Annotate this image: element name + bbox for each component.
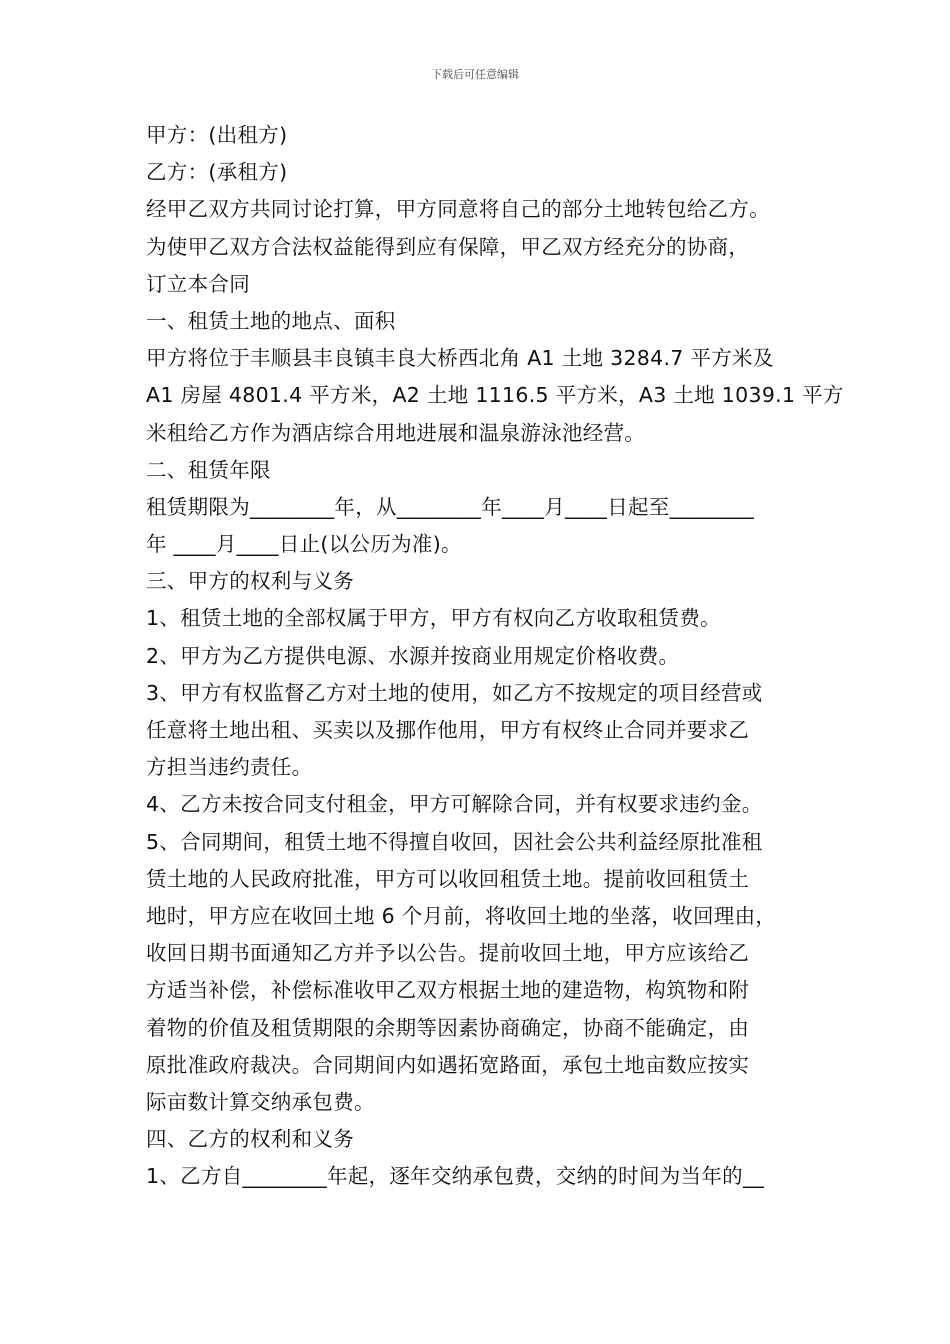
paragraph-line: 3、甲方有权监督乙方对土地的使用，如乙方不按规定的项目经营或: [146, 680, 763, 705]
paragraph-line: 经甲乙双方共同讨论打算，甲方同意将自己的部分土地转包给乙方。: [146, 197, 770, 222]
paragraph-line: 订立本合同: [146, 271, 250, 296]
paragraph-line: 为使甲乙双方合法权益能得到应有保障，甲乙双方经充分的协商，: [146, 234, 750, 259]
paragraph-line: 收回日期书面通知乙方并予以公告。提前收回土地，甲方应该给乙: [146, 941, 750, 966]
section-heading: 三、甲方的权利与义务: [146, 569, 354, 594]
paragraph-line: 着物的价值及租赁期限的余期等因素协商确定，协商不能确定，由: [146, 1015, 750, 1040]
paragraph-line: 甲方将位于丰顺县丰良镇丰良大桥西北角 A1 土地 3284.7 平方米及: [146, 346, 774, 371]
paragraph-line: A1 房屋 4801.4 平方米，A2 土地 1116.5 平方米，A3 土地 1039.1 平方: [146, 383, 844, 408]
paragraph-line: 5、合同期间，租赁土地不得擅自收回，因社会公共利益经原批准租: [146, 829, 763, 854]
section-heading: 一、租赁土地的地点、面积: [146, 308, 396, 333]
section-heading: 四、乙方的权利和义务: [146, 1127, 354, 1152]
paragraph-line: 2、甲方为乙方提供电源、水源并按商业用规定价格收费。: [146, 643, 680, 668]
paragraph-line: 地时，甲方应在收回土地 6 个月前，将收回土地的坐落，收回理由，: [146, 903, 777, 928]
document-body: [146, 117, 844, 1195]
paragraph-line: 1、乙方自________年起，逐年交纳承包费，交纳的时间为当年的__: [146, 1164, 765, 1189]
page-header: 下载后可任意编辑: [431, 68, 519, 81]
paragraph-line: 4、乙方未按合同支付租金，甲方可解除合同，并有权要求违约金。: [146, 792, 763, 817]
paragraph-line: 年 ____月____日止(以公历为准)。: [146, 532, 462, 557]
party-b-line: 乙方：(承租方): [146, 160, 288, 185]
paragraph-line: 际亩数计算交纳承包费。: [146, 1089, 375, 1114]
paragraph-line: 米租给乙方作为酒店综合用地进展和温泉游泳池经营。: [146, 420, 646, 445]
paragraph-line: 1、租赁土地的全部权属于甲方，甲方有权向乙方收取租赁费。: [146, 606, 721, 631]
party-a-line: 甲方：(出租方): [146, 123, 288, 147]
paragraph-line: 赁土地的人民政府批准，甲方可以收回租赁土地。提前收回租赁土: [146, 866, 750, 891]
paragraph-line: 方担当违约责任。: [146, 755, 313, 780]
paragraph-line: 原批准政府裁决。合同期间内如遇拓宽路面，承包土地亩数应按实: [146, 1052, 750, 1077]
paragraph-line: 方适当补偿，补偿标准收甲乙双方根据土地的建造物，构筑物和附: [146, 978, 750, 1003]
paragraph-line: 任意将土地出租、买卖以及挪作他用，甲方有权终止合同并要求乙: [146, 718, 750, 742]
paragraph-line: 租赁期限为________年，从________年____月____日起至________: [146, 494, 754, 519]
section-heading: 二、租赁年限: [146, 457, 271, 482]
